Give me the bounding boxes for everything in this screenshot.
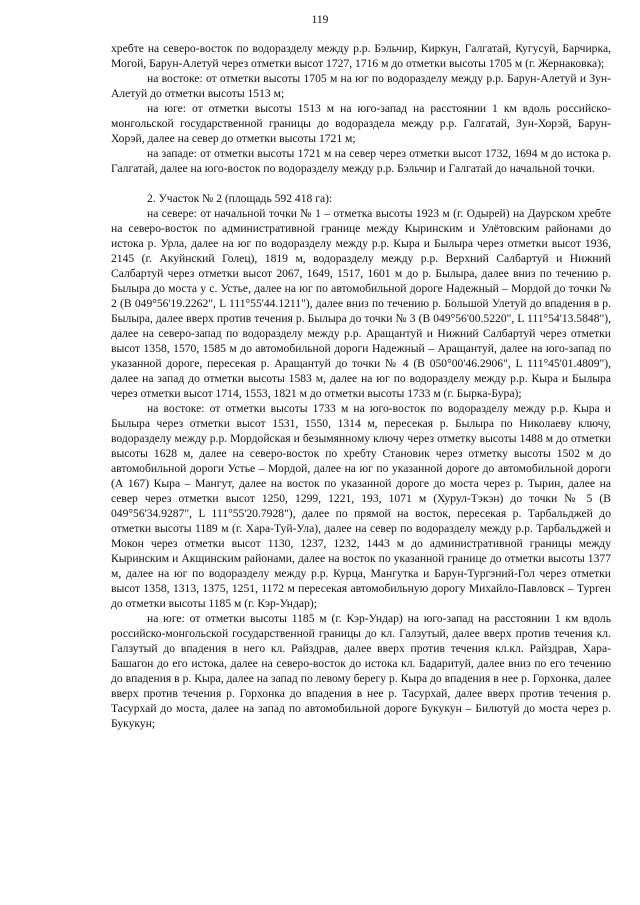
document-body [111,41,611,731]
section-heading-plot-2: 2. Участок № 2 (площадь 592 418 га): [147,192,333,205]
paragraph-east: на востоке: от отметки высоты 1705 м на юг по водоразделу между р.р. Барун-Алетуй и Зун-Алетуй до отметки высоты 1513 м; [111,72,611,100]
page-number: 119 [311,14,329,26]
paragraph-south: на юге: от отметки высоты 1513 м на юго-запад на расстоянии 1 км вдоль российско-монгольской государственной границы до водораздела между р.р. Галгатай, Зун-Хорэй, Барун-Хорэй, далее на север до отметки высоты 1721 м; [111,102,611,145]
paragraph-continuation: хребте на северо-восток по водоразделу между р.р. Бэльчир, Киркун, Галгатай, Кугусуй, Барчирка, Могой, Барун-Алетуй через отметки высот 1727, 1716 м до отметки высоты 1705 м (г. Жернаковка); [111,42,611,70]
paragraph-west: на западе: от отметки высоты 1721 м на север через отметки высот 1732, 1694 м до истока р. Галгатай, далее на юго-восток по водоразделу между р.р. Бэльчир и Галгатай до начальной точки. [111,147,611,175]
paragraph-plot2-north: на севере: от начальной точки № 1 – отметка высоты 1923 м (г. Одырей) на Даурском хребте на северо-восток по административной границе между Кыринским и Улётовским районами до истока р. Урла, далее на юг по водоразделу между р.р. Кыра и Былыра через отметки высот 1936, 2145 (г. Акуйнский Голец), 1819 м, водоразделу между р.р. Верхний Салбартуй и Нижний Салбартуй через отметки высот 2067, 1649, 1517, 1601 м до р. Былыра, далее вниз по течению р. Былыра до моста у с. Устье, далее на юг по автомобильной дороге Надежный – Мордой до точки № 2 (В 049°56'19.2262", L 111°55'44.1211"), далее вниз по течению р. Большой Улетуй до впадения в р. Былыра, далее вверх против течения р. Былыра до точки № 3 (В 049°56'00.5220", L 111°54'13.5848"), далее на северо-запад по водоразделу между р.р. Аращантуй и Нижний Салбартуй через отметки высот 1358, 1570, 1585 м до автомобильной дороги Надежный – Аращантуй, далее на юго-запад по указанной дороге, пересекая р. Аращантуй до точки № 4 (В 050°00'46.2906", L 111°45'01.4809"), далее на запад до отметки высоты 1583 м, далее на юг по водоразделу между р.р. Кыра и Былыра через отметки высот 1714, 1553, 1821 м до отметки высоты 1733 м (г. Бырка-Бура); [111,207,611,400]
paragraph-plot2-east: на востоке: от отметки высоты 1733 м на юго-восток по водоразделу между р.р. Кыра и Былыра через отметки высот 1531, 1550, 1314 м, пересекая р. Былыра по Николаеву ключу, водоразделу между р.р. Мордойская и безымянному ключу через отметку высоты 1488 м до отметки высоты 1628 м, далее на северо-восток по хребту Становик через отметку высоты 1502 м до автомобильной дороги Устье – Мордой, далее на юг по указанной дороге до автомобильной дороги (А 167) Кыра – Мангут, далее на восток по указанной дороге до моста через р. Тырин, далее на север через отметки высот 1250, 1299, 1221, 193, 1071 м (Хурул-Тэкэн) до точки № 5 (В 049°56'34.9287", L 111°55'20.7928"), далее по прямой на восток, пересекая р. Тарбальджей до отметки высоты 1189 м (г. Хара-Туй-Ула), далее на север по водоразделу между р.р. Тарбальджей и Мокон через отметки высот 1130, 1237, 1232, 1443 м до административной границы между Кыринским и Акщинским районами, далее на восток по указанной границе до отметки высоты 1377 м, далее на юг по водоразделу между р.р. Курца, Мангутка и Барун-Тургэний-Гол через отметки высот 1358, 1313, 1375, 1251, 1172 м пересекая автомобильную дорогу Михайло-Павловск – Турген до отметки высоты 1185 м (г. Кэр-Ундар); [111,402,611,610]
paragraph-plot2-south: на юге: от отметки высоты 1185 м (г. Кэр-Ундар) на юго-запад на расстоянии 1 км вдоль российско-монгольской государственной границы до кл. Галзутый, далее вверх против течения кл. Галзутый до впадения в него кл. Райздрав, далее вверх против течения кл.кл. Райздрав, Хара-Башагон до его истока, далее на северо-восток до истока кл. Бадаритуй, далее вниз по его течению до впадения в р. Кыра, далее на запад по левому берегу р. Кыра до впадения в нее р. Горхонка, далее вверх против течения р. Горхонка до впадения в нее р. Тасурхай, далее вверх против течения р. Тасурхай до моста, далее на запад по автомобильной дороге Букукун – Билютуй до моста через р. Букукун; [111,612,611,730]
